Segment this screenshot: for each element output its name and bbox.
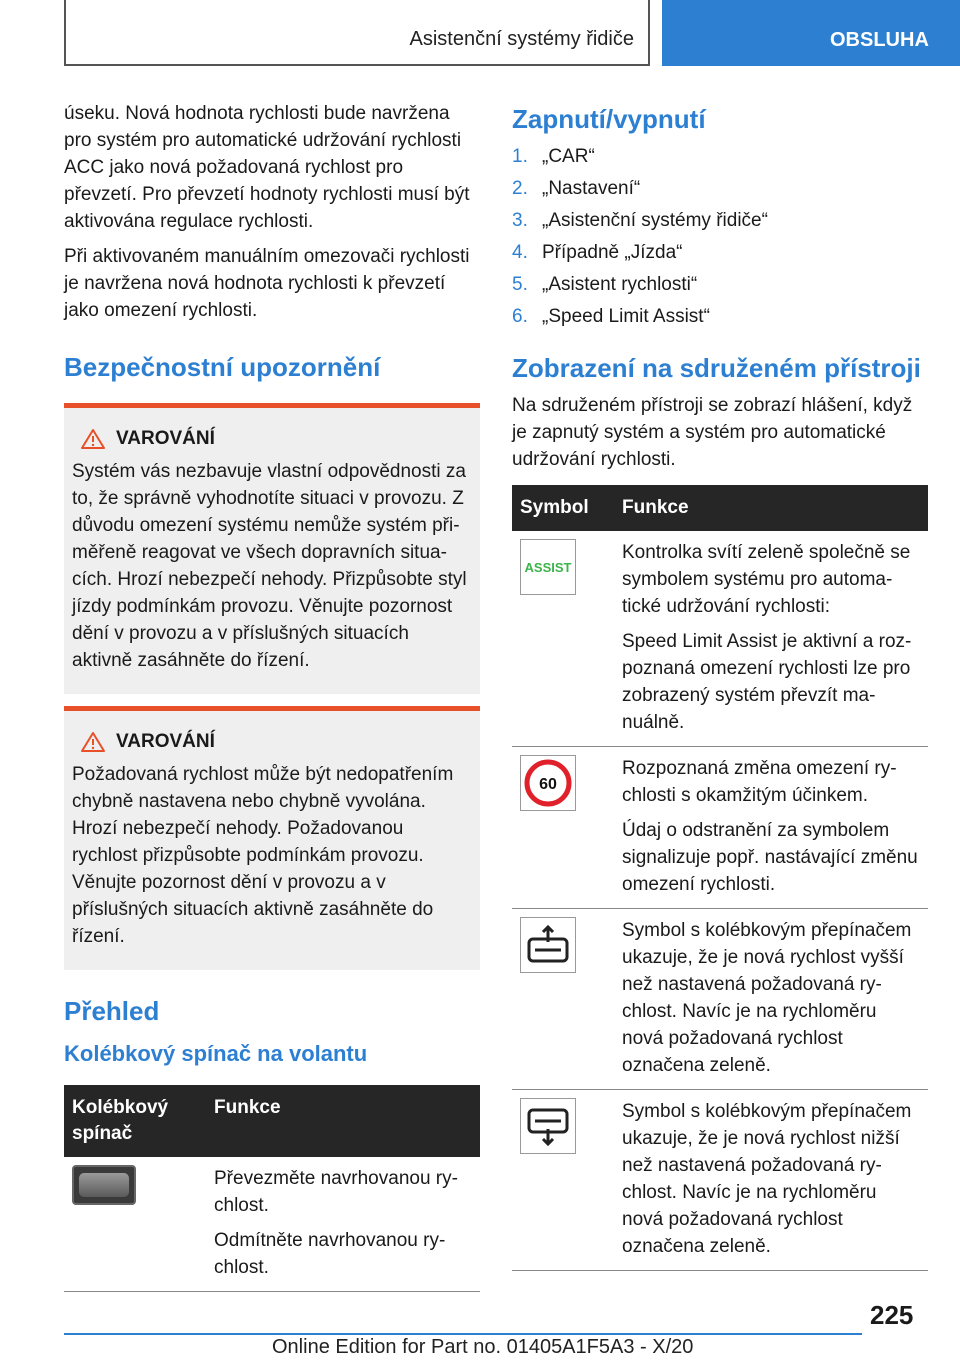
steps-list <box>512 141 928 333</box>
warning-label: VAROVÁNÍ <box>116 428 215 449</box>
table-header-cell: Funkce <box>614 485 928 531</box>
heading-safety: Bezpečnostní upozornění <box>64 352 381 382</box>
function-text: Převezměte navrhovanou rychlost. <box>214 1168 458 1216</box>
paragraph: Na sdruženém přístroji se zobrazí hlášení, když je zapnutý systém a systém pro automatické udržování rychlosti. <box>512 395 913 470</box>
list-item: 6. „Speed Limit Assist“ <box>512 306 710 327</box>
subheading-rocker-switch: Kolébkový spínač na volantu <box>64 1041 368 1066</box>
table-cell-symbol <box>512 747 614 909</box>
rocker-down-icon <box>520 1098 576 1154</box>
table-header-row <box>512 485 928 531</box>
table-cell-symbol <box>512 1090 614 1271</box>
header-section-title: Asistenční systémy řidiče <box>409 28 634 50</box>
table-cell-symbol <box>512 531 614 747</box>
table-row <box>512 909 928 1090</box>
table-header-cell: Kolébkový spínač <box>64 1085 206 1157</box>
heading-overview: Přehled <box>64 996 160 1026</box>
table-row <box>512 531 928 747</box>
table-row <box>512 1090 928 1271</box>
function-text: Symbol s kolébkovým přepínačem ukazuje, že je nová rychlost vyšší než nastavená požadovaná rychlost. Navíc je na rychloměru nová požadovaná rychlost označena zeleně. <box>622 920 912 1076</box>
right-column <box>512 100 928 1271</box>
left-column <box>64 100 480 1292</box>
assist-icon: ASSIST <box>520 539 576 595</box>
warning-title <box>80 731 472 753</box>
table-row <box>64 1157 480 1292</box>
warning-box <box>64 403 480 694</box>
header-box <box>64 0 650 66</box>
table-cell-symbol <box>64 1157 206 1292</box>
table-cell-function <box>206 1157 480 1292</box>
function-text: Speed Limit Assist je aktivní a rozpoznaná omezení rychlosti lze pro zobrazený systém převzít manuálně. <box>622 631 912 733</box>
table-cell-function <box>614 909 928 1090</box>
warning-box <box>64 706 480 970</box>
warning-text: Systém vás nezbavuje vlastní odpovědnosti za to, že správně vyhodnotíte situaci v provozu. Z důvodu omezení systému nemůže systém přiměřeně reagovat ve všech dopravních situacích. Hrozí nebezpečí nehody. Přizpůsobte styl jízdy podmínkám provozu. Věnujte pozornost dění v provozu a v příslušných situacích aktivně zasáhněte do řízení. <box>72 461 467 671</box>
speed-limit-sign-icon <box>520 755 576 811</box>
table-header-row <box>64 1085 480 1157</box>
table-cell-function <box>614 531 928 747</box>
heading-on-off: Zapnutí/vypnutí <box>512 104 706 134</box>
warning-label: VAROVÁNÍ <box>116 731 215 752</box>
function-text: Rozpoznaná změna omezení rychlosti s okamžitým účinkem. <box>622 758 897 806</box>
rocker-switch-icon <box>72 1165 136 1205</box>
paragraph: úseku. Nová hodnota rychlosti bude navržena pro systém pro automatické udržování rychlosti ACC jako nová požadovaná rychlost pro převzetí. Pro převzetí hodnoty rychlosti musí být aktivována regulace rychlosti. <box>64 103 470 232</box>
header-tab <box>662 0 960 66</box>
table-header-cell: Symbol <box>512 485 614 531</box>
footer-divider <box>64 1333 862 1335</box>
svg-text:60: 60 <box>539 776 557 793</box>
warning-text: Požadovaná rychlost může být nedopatřením chybně nastavena nebo chybně vyvolána. Hrozí nebezpečí nehody. Požadovanou rychlost přizpůsobte podmínkám provozu. Věnujte pozornost dění v provozu a v příslušných situacích aktivně zasáhněte do řízení. <box>72 764 454 947</box>
table-row <box>512 747 928 909</box>
heading-display: Zobrazení na sdruženém přístroji <box>512 353 921 383</box>
table-header-cell: Funkce <box>206 1085 480 1157</box>
header-tab-label: OBSLUHA <box>830 29 929 51</box>
table-cell-function <box>614 747 928 909</box>
page-number: 225 <box>870 1300 914 1330</box>
footer-edition: Online Edition for Part no. 01405A1F5A3 - X/20 <box>272 1336 694 1358</box>
warning-triangle-icon <box>80 731 106 753</box>
table-cell-function <box>614 1090 928 1271</box>
function-text: Odmítněte navrhovanou rychlost. <box>214 1230 446 1278</box>
list-item: 3. „Asistenční systémy řidiče“ <box>512 210 768 231</box>
warning-triangle-icon <box>80 428 106 450</box>
list-item: 1. „CAR“ <box>512 146 595 167</box>
list-item: 2. „Nastavení“ <box>512 178 641 199</box>
function-text: Kontrolka svítí zeleně společně se symbolem systému pro automatické udržování rychlosti: <box>622 542 911 617</box>
table-cell-symbol <box>512 909 614 1090</box>
list-item: 4. Případně „Jízda“ <box>512 242 683 263</box>
rocker-switch-table <box>64 1085 480 1292</box>
list-item: 5. „Asistent rychlosti“ <box>512 274 698 295</box>
warning-title <box>80 428 472 450</box>
paragraph: Při aktivovaném manuálním omezovači rychlosti je navržena nová hodnota rychlosti k převzetí jako omezení rychlosti. <box>64 246 470 321</box>
rocker-up-icon <box>520 917 576 973</box>
function-text: Údaj o odstranění za symbolem signalizuje popř. nastávající změnu omezení rychlosti. <box>622 820 918 895</box>
function-text: Symbol s kolébkovým přepínačem ukazuje, že je nová rychlost nižší než nastavená požadovaná rychlost. Navíc je na rychloměru nová požadovaná rychlost označena zeleně. <box>622 1101 912 1257</box>
symbol-table <box>512 485 928 1271</box>
